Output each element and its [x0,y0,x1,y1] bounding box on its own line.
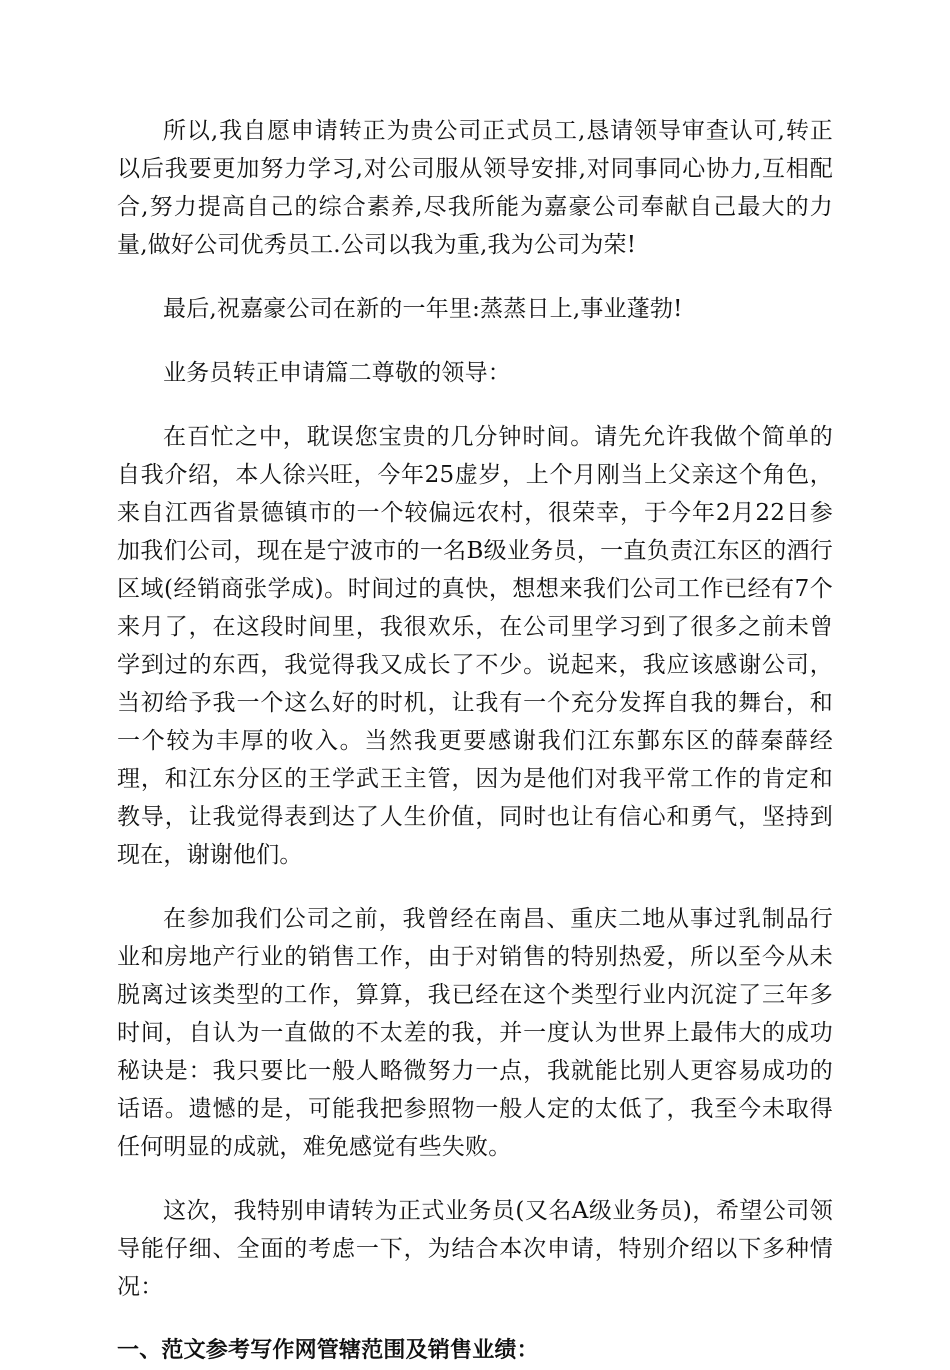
section-heading: 一、范文参考写作网管辖范围及销售业绩： [117,1338,539,1363]
document-body [117,112,833,1370]
paragraph-introduction: 在百忙之中，耽误您宝贵的几分钟时间。请先允许我做个简单的自我介绍，本人徐兴旺，今年25虚岁，上个月刚当上父亲这个角色，来自江西省景德镇市的一个较偏远农村，很荣幸，于今年2月22日参加我们公司，现在是宁波市的一名B级业务员，一直负责江东区的酒行区域(经销商张学成)。时间过的真快，想想来我们公司工作已经有7个来月了，在这段时间里，我很欢乐，在公司里学习到了很多之前未曾学到过的东西，我觉得我又成长了不少。说起来，我应该感谢公司，当初给予我一个这么好的时机，让我有一个充分发挥自我的舞台，和一个较为丰厚的收入。当然我更要感谢我们江东鄞东区的薛秦薛经理，和江东分区的王学武王主管，因为是他们对我平常工作的肯定和教导，让我觉得表到达了人生价值，同时也让有信心和勇气，坚持到现在，谢谢他们。 [117,424,833,868]
paragraph-application: 这次，我特别申请转为正式业务员(又名A级业务员)，希望公司领导能仔细、全面的考虑一下，为结合本次申请，特别介绍以下多种情况： [117,1198,833,1300]
paragraph-salutation: 业务员转正申请篇二尊敬的领导： [163,360,511,386]
paragraph-wishes: 最后,祝嘉豪公司在新的一年里:蒸蒸日上,事业蓬勃! [163,296,683,322]
paragraph-conclusion: 所以,我自愿申请转正为贵公司正式员工,恳请领导审查认可,转正以后我要更加努力学习,对公司服从领导安排,对同事同心协力,互相配合,努力提高自己的综合素养,尽我所能为嘉豪公司奉献自己最大的力量,做好公司优秀员工.公司以我为重,我为公司为荣! [117,118,833,258]
paragraph-background: 在参加我们公司之前，我曾经在南昌、重庆二地从事过乳制品行业和房地产行业的销售工作，由于对销售的特别热爱，所以至今从未脱离过该类型的工作，算算，我已经在这个类型行业内沉淀了三年多时间，自认为一直做的不太差的我，并一度认为世界上最伟大的成功秘诀是：我只要比一般人略微努力一点，我就能比别人更容易成功的话语。遗憾的是，可能我把参照物一般人定的太低了，我至今未取得任何明显的成就，难免感觉有些失败。 [117,906,833,1160]
